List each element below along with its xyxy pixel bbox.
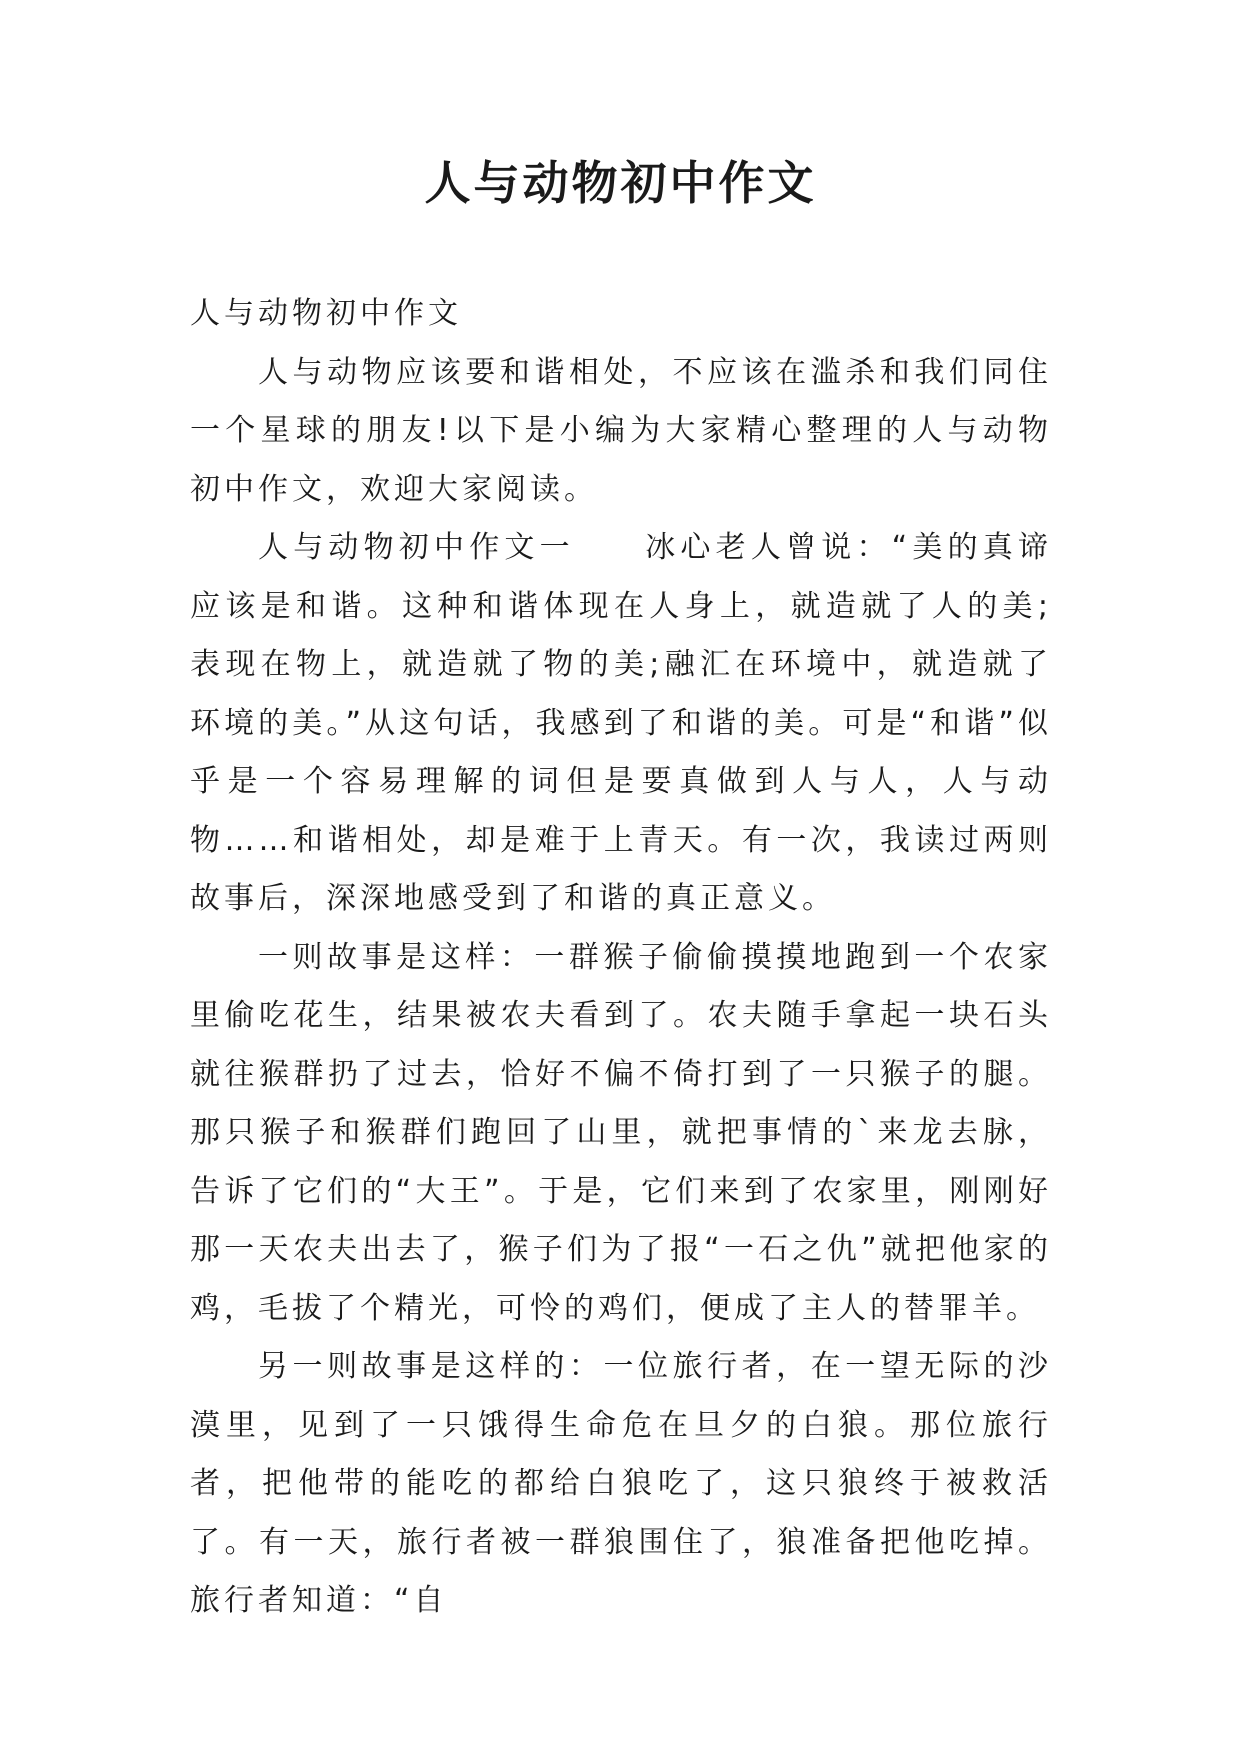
document-body [190,285,1052,1631]
paragraph-wolf-story: 另一则故事是这样的：一位旅行者，在一望无际的沙漠里，见到了一只饿得生命危在旦夕的白狼。那位旅行者，把他带的能吃的都给白狼吃了，这只狼终于被救活了。有一天，旅行者被一群狼围住了，狼准备把他吃掉。旅行者知道：“自 [190,1349,1052,1618]
section-heading: 人与动物初中作文 [190,296,462,331]
paragraph-essay-one: 人与动物初中作文一 冰心老人曾说：“美的真谛应该是和谐。这种和谐体现在人身上，就造就了人的美;表现在物上，就造就了物的美;融汇在环境中，就造就了环境的美。”从这句话，我感到了和谐的美。可是“和谐”似乎是一个容易理解的词但是要真做到人与人，人与动物……和谐相处，却是难于上青天。有一次，我读过两则故事后，深深地感受到了和谐的真正意义。 [190,530,1052,916]
paragraph-intro: 人与动物应该要和谐相处，不应该在滥杀和我们同住一个星球的朋友!以下是小编为大家精心整理的人与动物初中作文，欢迎大家阅读。 [190,354,1052,507]
document-title: 人与动物初中作文 [424,156,817,210]
paragraph-monkey-story: 一则故事是这样：一群猴子偷偷摸摸地跑到一个农家里偷吃花生，结果被农夫看到了。农夫随手拿起一块石头就往猴群扔了过去，恰好不偏不倚打到了一只猴子的腿。那只猴子和猴群们跑回了山里，就把事情的`来龙去脉，告诉了它们的“大王”。于是，它们来到了农家里，刚刚好那一天农夫出去了，猴子们为了报“一石之仇”就把他家的鸡，毛拔了个精光，可怜的鸡们，便成了主人的替罪羊。 [190,939,1052,1326]
